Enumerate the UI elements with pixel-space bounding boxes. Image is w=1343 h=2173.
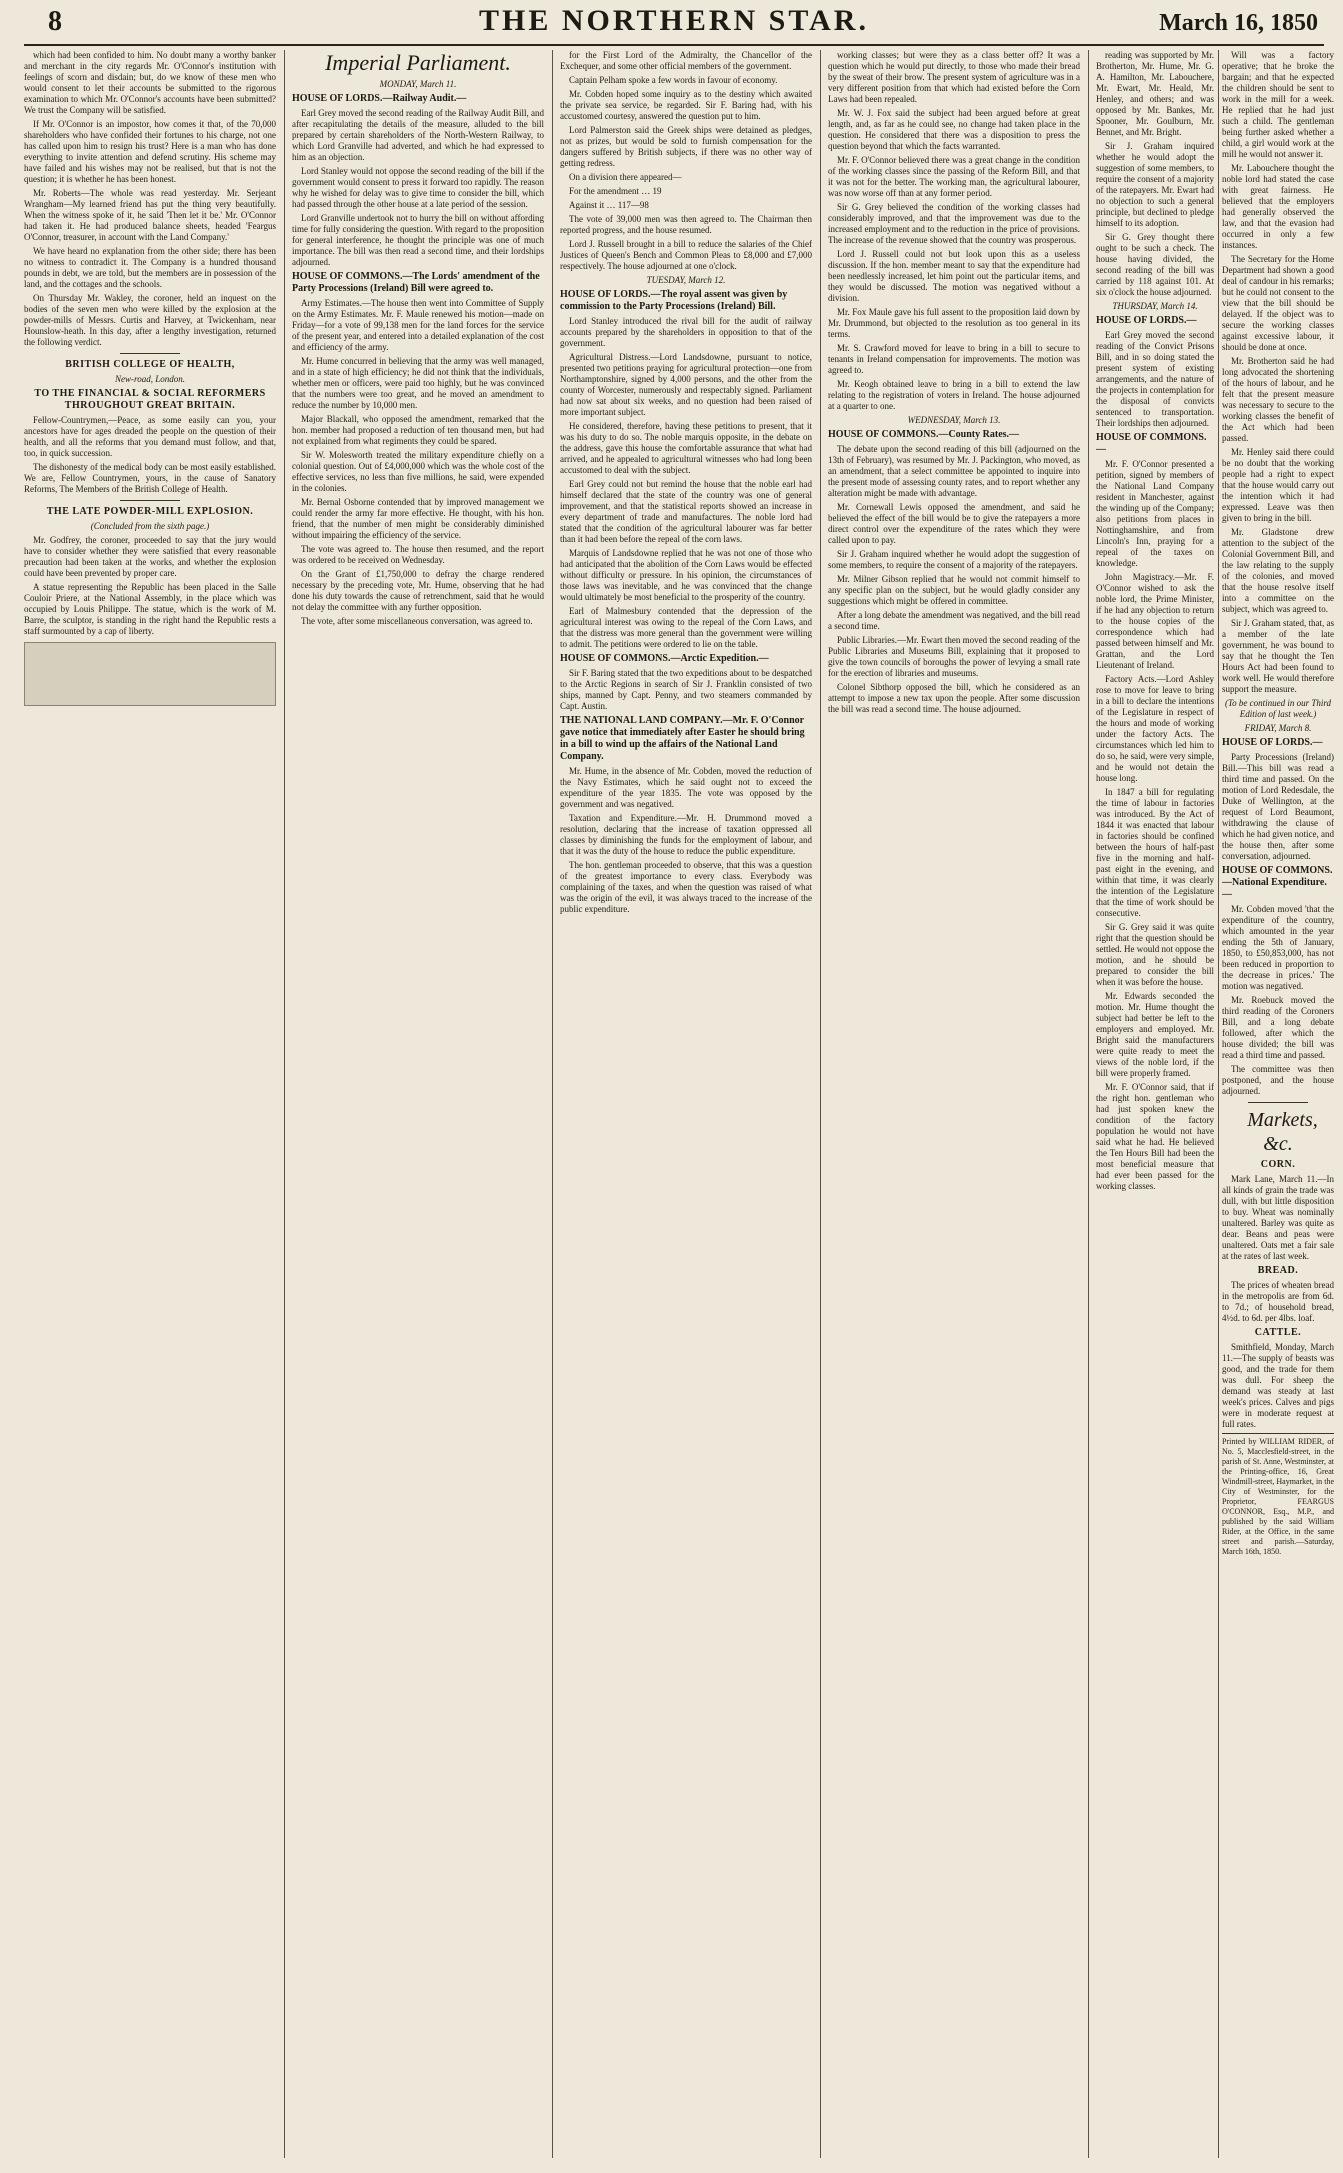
column-rule — [284, 50, 285, 2158]
article-paragraph: Mr. Gladstone drew attention to the subject of the Colonial Government Bill, and the law relating to the supply of the colonies, and moved that the house resolve itself into a committee on the subject, which was agreed to. — [1222, 527, 1334, 614]
date-line: WEDNESDAY, March 13. — [907, 415, 1001, 425]
division-title: On a division there appeared— — [569, 172, 682, 182]
article-paragraph: After a long debate the amendment was negatived, and the bill read a second time. — [828, 610, 1080, 631]
article-paragraph: Sir J. Graham stated, that, as a member of the late government, he was bound to say that he thought the Ten Hours Act had been found to work well. He would therefore support the measure. — [1222, 618, 1334, 694]
article-paragraph: Earl Grey could not but remind the house that the noble earl had himself declared that the state of the country was one of general improvement, and that the statistical reports showed an increase in every department of trade and manufactures. The noble lord had stated that the condition of the agricultural labourer was far better than it had been before the repeal of the corn laws. — [560, 479, 812, 544]
article-paragraph: A statue representing the Republic has been placed in the Salle Couloir Priere, at the National Assembly, in the place which was occupied by Louis Philippe. The statue, which is the work of M. Barre, the sculptor, is standing in the right hand the Republic rests a staff surmounted by a cap of liberty. — [24, 582, 276, 636]
article-paragraph: Colonel Sibthorp opposed the bill, which he considered as an attempt to impose a new tax upon the people. After some discussion the bill was read a second time. The house adjourned. — [828, 682, 1080, 714]
article-paragraph: Mr. Hume concurred in believing that the army was well managed, and in a state of high efficiency; he did not think that the individuals, whether men or officers, were paid too highly, but he was convinced that the numbers were too great, and he moved an amendment to reduce the number by 10,000 men. — [292, 356, 544, 410]
article-paragraph: Mr. F. O'Connor said, that if the right hon. gentleman who had just spoken knew the condition of the factory population he would not have said what he had. He believed the Ten Hours Bill had been the most beneficial measure that had ever been passed for the working classes. — [1096, 1082, 1214, 1191]
article-paragraph: The hon. gentleman proceeded to observe, that this was a question of the greatest importance to every class. Everybody was complaining of the taxes, and when the question was raised of what was the origin of the evil, it was always traced to the increase of the public expenditure. — [560, 860, 812, 914]
column-2 — [292, 50, 544, 2158]
section-heading-college: BRITISH COLLEGE OF HEALTH, — [65, 359, 235, 370]
article-paragraph: Lord Stanley would not oppose the second reading of the bill if the government would consent to press it forward too rapidly. The reason why he wished for delay was to give time to consider the bill, which had passed through the other house at a late period of the session. — [292, 166, 544, 209]
article-paragraph: Mr. Labouchere thought the noble lord had stated the case with great fairness. He believed that the employers had generally observed the law, and that the evasion had occurred in only a few instances. — [1222, 163, 1334, 250]
column-6 — [1222, 50, 1334, 2158]
section-heading-parliament: Imperial Parliament. — [325, 50, 511, 75]
article-paragraph: Mr. Hume, in the absence of Mr. Cobden, moved the reduction of the Navy Estimates, which he said ought not to exceed the expenditure of the year 1835. The vote was opposed by the government and was negatived. — [560, 766, 812, 809]
article-paragraph: Factory Acts.—Lord Ashley rose to move for leave to bring in a bill to declare the intentions of the Legislature in respect of the hours and mode of working under the factory Acts. The circumstances which led him to do so, he said, were very simple, and he would not detain the house long. — [1096, 674, 1214, 783]
article-paragraph: reading was supported by Mr. Brotherton, Mr. Hume, Mr. G. A. Hamilton, Mr. Labouchere, Mr. Ewart, Mr. Heald, Mr. Henley, and others; and was opposed by Mr. Bankes, Mr. Spooner, Mr. Goulburn, Mr. Bennet, and Mr. Bright. — [1096, 50, 1214, 137]
article-paragraph: Mr. Keogh obtained leave to bring in a bill to extend the law relating to the registration of voters in Ireland. The house adjourned at a quarter to one. — [828, 379, 1080, 411]
article-paragraph: The vote, after some miscellaneous conversation, was agreed to. — [301, 616, 533, 626]
article-paragraph: We have heard no explanation from the other side; there has been no witness to contradict it. The Company is a hundred thousand pounds in debt, we are told, but the members are in possession of the land, and the cottages and the schools. — [24, 246, 276, 289]
article-paragraph: Mr. Roberts—The whole was read yesterday. Mr. Serjeant Wrangham—My learned friend has put the thing very beautifully. When the witness spoke of it, he said 'Then let it be.' Mr. O'Connor had taken it. He had produced balance sheets, headed 'Feargus O'Connor, treasurer, in account with the Land Company.' — [24, 188, 276, 242]
article-paragraph: On the Grant of £1,750,000 to defray the charge rendered necessary by the preceding vote, Mr. Hume, observing that he had done his duty towards the cause of retrenchment, said that he would not delay the committee with any further opposition. — [292, 569, 544, 612]
article-paragraph: The Secretary for the Home Department had shown a good deal of candour in his remarks; but he could not consent to the view that the bill should be delayed. If the object was to secure the working classes against excessive labour, it should be done at once. — [1222, 254, 1334, 352]
article-paragraph: Marquis of Landsdowne replied that he was not one of those who had anticipated that the abolition of the Corn Laws would be effected without difficulty or pressure. In his opinion, the circumstances of those laws was inevitable, and he was convinced that the change would ultimately be most beneficial to the prosperity of the country. — [560, 548, 812, 602]
article-paragraph: Party Processions (Ireland) Bill.—This bill was read a third time and passed. On the motion of Lord Redesdale, the Duke of Wellington, at the request of Lord Beaumont, withdrawing the clause of which he had given notice, and the house then, after some conversation, adjourned. — [1222, 752, 1334, 861]
house-heading: HOUSE OF COMMONS.—The Lords' amendment of the Party Processions (Ireland) Bill were agreed to. — [292, 271, 540, 294]
article-paragraph: The vote of 39,000 men was then agreed to. The Chairman then reported progress, and the house resumed. — [560, 214, 812, 235]
article-paragraph: The vote was agreed to. The house then resumed, and the report was ordered to be received on Wednesday. — [292, 544, 544, 565]
article-paragraph: Mr. F. O'Connor presented a petition, signed by members of the National Land Company resident in Manchester, against the winding up of the Company; also petitions from places in Nottinghamshire, and from Lincoln's Inn, praying for a repeal of the taxes on knowledge. — [1096, 459, 1214, 568]
house-heading: HOUSE OF LORDS.—The royal assent was given by commission to the Party Processions (Ireland) Bill. — [560, 289, 788, 312]
article-paragraph: Lord J. Russell brought in a bill to reduce the salaries of the Chief Justices of Queen's Bench and Common Pleas to £8,000 and £7,000 respectively. The house adjourned at one o'clock. — [560, 239, 812, 271]
article-paragraph: Earl Grey moved the second reading of the Railway Audit Bill, and after recapitulating the details of the measure, alluded to the bill prepared by certain shareholders of the North-Western Railway, to which Lord Granville had adverted, and which he had expressed to him as an objection. — [292, 108, 544, 162]
article-paragraph: The dishonesty of the medical body can be most easily established. We are, Fellow Countrymen, yours, in the cause of Sanatory Reforms, The Members of the British College of Health. — [24, 462, 276, 494]
markets-heading: Markets, &c. — [1247, 1109, 1318, 1155]
date-line: THURSDAY, March 14. — [1112, 301, 1198, 311]
column-5 — [1096, 50, 1214, 2158]
column-rule — [552, 50, 553, 2158]
article-paragraph: Mr. Cobden hoped some inquiry as to the destiny which awaited the private sea service, be regarded. Sir F. Baring had, with his accustomed courtesy, answered the question put to him. — [560, 89, 812, 121]
article-paragraph: Mr. W. J. Fox said the subject had been argued before at great length, and, as far as he could see, no change had taken place in the question. He considered that there was a disposition to press the question beyond that which the facts warranted. — [828, 108, 1080, 151]
section-heading-explosion: THE LATE POWDER-MILL EXPLOSION. — [46, 506, 254, 517]
article-paragraph: Sir W. Molesworth treated the military expenditure chiefly on a colonial question. Out of £4,000,000 which was the whole cost of the effective services, no less than five millions, he said, were expended in the colonies. — [292, 450, 544, 493]
article-paragraph: Mark Lane, March 11.—In all kinds of grain the trade was dull, with but little disposition to buy. Wheat was nominally unaltered. Barley was quite as dear. Beans and peas were unaltered. Oats met a fair sale at the rates of last week. — [1222, 1174, 1334, 1261]
article-paragraph: Mr. Cornewall Lewis opposed the amendment, and said he believed the effect of the bill would be to give the ratepayers a more direct control over the expenditure of the rates which they were called upon to pay. — [828, 502, 1080, 545]
page-number: 8 — [48, 6, 62, 37]
article-paragraph: Fellow-Countrymen,—Peace, as some easily can you, your ancestors have for ages dreaded the people on the question of their health, and all the reforms that you demand must follow, and that, too, in quick succession. — [24, 415, 276, 458]
article-paragraph: Earl Grey moved the second reading of the Convict Prisons Bill, and in so doing stated the present system of existing arrangements, and the nature of the projects in contemplation for the disposal of convicts sentenced to transportation. Their lordships then adjourned. — [1096, 330, 1214, 428]
article-paragraph: John Magistracy.—Mr. F. O'Connor wished to ask the noble lord, the Prime Minister, if he had any objection to return to the house copies of the correspondence which had passed between himself and Mr. Grattan, and the Lord Lieutenant of Ireland. — [1096, 572, 1214, 670]
date-line: MONDAY, March 11. — [379, 79, 457, 89]
column-4 — [828, 50, 1080, 2158]
article-paragraph: Agricultural Distress.—Lord Landsdowne, pursuant to notice, presented two petitions praying for agricultural protection—one from Northamptonshire, signed by 4,000 persons, and the other from the county of Worcester, numerously and respectably signed. Parliament had now sat about six weeks, and no question had been raised of more important subject. — [560, 352, 812, 417]
bread-heading: BREAD. — [1257, 1265, 1299, 1276]
article-paragraph: Mr. Fox Maule gave his full assent to the proposition laid down by Mr. Drummond, but objected to the resolution as too general in its terms. — [828, 307, 1080, 339]
house-heading: HOUSE OF COMMONS.—National Expenditure.— — [1222, 865, 1333, 900]
article-paragraph: Sir J. Graham inquired whether he would adopt the suggestion of some members, to require the consent of a majority of the ratepayers. Mr. Ewart had no objection to such a general principle, but declined to pledge himself to its adoption. — [1096, 141, 1214, 228]
article-paragraph: Mr. S. Crawford moved for leave to bring in a bill to secure to tenants in Ireland compensation for improvements. The motion was agreed to. — [828, 343, 1080, 375]
article-paragraph: Lord Stanley introduced the rival bill for the audit of railway accounts prepared by the shareholders in opposition to that of the government. — [560, 316, 812, 348]
article-paragraph: which had been confided to him. No doubt many a worthy banker and merchant in the city regards Mr. O'Connor's institution with feelings of scorn and disdain; but, do we know of these men who would consent to let their accounts be submitted to the rigorous examination to which Mr. O'Connor's accounts have been submitted? We trust the Company will be satisfied. — [24, 50, 276, 115]
column-rule — [1088, 50, 1089, 2158]
column-rule — [1218, 50, 1219, 2158]
article-paragraph: Sir G. Grey believed the condition of the working classes had considerably improved, and that the improvement was due to the increased employment and to the reduction in the price of provisions. The increase of the revenue showed that the country was prosperous. — [828, 202, 1080, 245]
article-paragraph: Public Libraries.—Mr. Ewart then moved the second reading of the Public Libraries and Museums Bill, explaining that it proposed to give the town councils of boroughs the power of levying a small rate for the erection of libraries and museums. — [828, 635, 1080, 678]
article-paragraph: Captain Pelham spoke a few words in favour of economy. — [569, 75, 778, 85]
article-paragraph: Sir G. Grey thought there ought to be such a check. The house having divided, the second reading of the bill was carried by 118 against 101. At six o'clock the house adjourned. — [1096, 232, 1214, 297]
paper-title: THE NORTHERN STAR. — [479, 4, 869, 37]
article-paragraph: Smithfield, Monday, March 11.—The supply of beasts was good, and the trade for them was dull. For sheep the demand was steady at last week's prices. Calves and pigs were in moderate request at full rates. — [1222, 1342, 1334, 1429]
article-paragraph: Lord J. Russell could not but look upon this as a useless discussion. If the hon. member meant to say that the expenditure had been needlessly increased, let him point out the particular items, and they would be discussed. The motion was negatived without a division. — [828, 249, 1080, 303]
section-heading-reformers: TO THE FINANCIAL & SOCIAL REFORMERS THROUGHOUT GREAT BRITAIN. — [34, 388, 266, 411]
column-1 — [24, 50, 276, 2158]
article-paragraph: On Thursday Mr. Wakley, the coroner, held an inquest on the bodies of the seven men who were killed by the explosion at the powder-mills of Messrs. Curtis and Harvey, at Twickenham, near Hounslow-heath. In this day, after a lengthy investigation, returned the following verdict. — [24, 293, 276, 347]
cattle-heading: CATTLE. — [1254, 1327, 1302, 1338]
date-line: FRIDAY, March 8. — [1244, 723, 1312, 733]
article-paragraph: Mr. Edwards seconded the motion. Mr. Hume thought the subject had better be left to the employers and employed. Mr. Bright said the manufacturers were quite ready to meet the views of the noble lord, if the bill were properly framed. — [1096, 991, 1214, 1078]
article-paragraph: Mr. Cobden moved 'that the expenditure of the country, which amounted in the year ending the 5th of January, 1850, to £50,853,000, has not been reduced in proportion to the decrease in prices.' The motion was negatived. — [1222, 904, 1334, 991]
statue-engraving — [24, 642, 276, 706]
house-heading: HOUSE OF LORDS.— — [1222, 737, 1323, 748]
article-paragraph: Lord Palmerston said the Greek ships were detained as pledges, not as prizes, but would be sold to furnish compensation for the dangers suffered by British subjects, if there was no other way of getting redress. — [560, 125, 812, 168]
article-paragraph: If Mr. O'Connor is an impostor, how comes it that, of the 70,000 shareholders who have confided their fortunes to his charge, not one has called upon him to resign his trust? Here is a man who has done everything to invite attention and defend scrutiny. His scheme may have failed and his wishes may not be realised, but that is not the question; it is whether he has been honest. — [24, 119, 276, 184]
article-paragraph: Mr. Milner Gibson replied that he would not commit himself to any specific plan on the subject, but he would gladly consider any suggestions which might be offered in committee. — [828, 574, 1080, 606]
corn-heading: CORN. — [1260, 1159, 1296, 1170]
article-paragraph: He considered, therefore, having these petitions to present, that it was his duty to do so. The noble marquis opposite, in the debate on the address, gave this house the comfortable assurance that what had arrived, and he appealed to agricultural witnesses who had long been accustomed to deal with the subject. — [560, 421, 812, 475]
article-paragraph: for the First Lord of the Admiralty, the Chancellor of the Exchequer, and some other official members of the government. — [560, 50, 812, 71]
division-against: Against it … 117—98 — [569, 200, 649, 210]
article-paragraph: The committee was then postponed, and the house adjourned. — [1222, 1064, 1334, 1096]
article-paragraph: Mr. Bernal Osborne contended that by improved management we could render the army far more effective. He thought, with his hon. friend, that the number of men might be considerably diminished without impairing the efficiency of the service. — [292, 497, 544, 540]
article-paragraph: Army Estimates.—The house then went into Committee of Supply on the Army Estimates. Mr. F. Maule renewed his motion—made on Friday—for a vote of 99,138 men for the land forces for the service of the present year, and entered into a detailed explanation of the cost and efficiency of the army. — [292, 298, 544, 352]
masthead — [24, 4, 1324, 46]
date-line: TUESDAY, March 12. — [646, 275, 726, 285]
column-rule — [820, 50, 821, 2158]
article-paragraph: Will was a factory operative; that he broke the bargain; and that he expected the children should be sent to work in the mill for a week. He replied that he had just such a child. The gentleman being further asked whether a child, a girl would work at the mill he would not answer it. — [1222, 50, 1334, 159]
article-paragraph: Earl of Malmesbury contended that the depression of the agricultural interest was owing to the repeal of the Corn Laws, and that the distress was more general than the government were willing to admit. The petitions were ordered to lie on the table. — [560, 606, 812, 649]
section-divider — [120, 353, 180, 354]
article-paragraph: Mr. F. O'Connor believed there was a great change in the condition of the working classes since the passing of the Reform Bill, and that it was not for the better. The working man, the agricultural labourer, was now worse off than at any former period. — [828, 155, 1080, 198]
continuation-note: (To be continued in our Third Edition of last week.) — [1224, 698, 1332, 719]
section-subheading: New-road, London. — [115, 374, 185, 384]
article-paragraph: Mr. Brotherton said he had long advocated the shortening of the hours of labour, and he felt that the present measure was necessary to secure to the working classes the benefit of the Act which had been passed. — [1222, 356, 1334, 443]
article-paragraph: The prices of wheaten bread in the metropolis are from 6d. to 7d.; of household bread, 4½d. to 6d. per 4lbs. loaf. — [1222, 1280, 1334, 1323]
division-for: For the amendment … 19 — [569, 186, 662, 196]
column-3 — [560, 50, 812, 2158]
article-paragraph: Lord Granville undertook not to hurry the bill on without affording time for fully considering the question. With regard to the proposition for general interference, he thought the principle was one of much importance. The bill was then read a second time, and their lordships adjourned. — [292, 213, 544, 267]
section-divider — [1248, 1102, 1308, 1103]
printer-imprint: Printed by WILLIAM RIDER, of No. 5, Macclesfield-street, in the parish of St. Anne, Westminster, at the Printing-office, 16, Great Windmill-street, Haymarket, in the City of Westminster, for the Proprietor, FEARGUS O'CONNOR, Esq., M.P., and published by the said William Rider, at the Office, in the same street and parish.—Saturday, March 16th, 1850. — [1222, 1433, 1334, 1557]
article-paragraph: Sir G. Grey said it was quite right that the question should be settled. He would not oppose the motion, and he should be prepared to consider the bill when it was before the house. — [1096, 922, 1214, 987]
article-paragraph: Mr. Roebuck moved the third reading of the Coroners Bill, and a long debate followed, after which the house divided; the bill was read a third time and passed. — [1222, 995, 1334, 1060]
article-paragraph: Sir F. Baring stated that the two expeditions about to be despatched to the Arctic Regions in search of Sir J. Franklin consisted of two ships, manned by Capt. Penny, and two steamers commanded by Capt. Austin. — [560, 668, 812, 711]
article-paragraph: Sir J. Graham inquired whether he would adopt the suggestion of some members, to require the consent of a majority of the ratepayers. — [828, 549, 1080, 570]
house-heading: HOUSE OF COMMONS.—County Rates.— — [828, 429, 1020, 440]
house-heading: HOUSE OF LORDS.—Railway Audit.— — [292, 93, 467, 104]
article-paragraph: In 1847 a bill for regulating the time of labour in factories was introduced. By the Act of 1844 it was enacted that labour in factories should be confined between the hours of half-past five in the morning and half-past eight in the evening, and within that time, it was clearly the intention of the Legislature that the time of work should be consecutive. — [1096, 787, 1214, 918]
house-heading: HOUSE OF LORDS.— — [1096, 315, 1197, 326]
house-heading: HOUSE OF COMMONS.—Arctic Expedition.— — [560, 653, 769, 664]
house-heading: HOUSE OF COMMONS.— — [1096, 432, 1207, 455]
section-divider — [120, 500, 180, 501]
section-subheading: (Concluded from the sixth page.) — [90, 521, 210, 531]
article-paragraph: The debate upon the second reading of this bill (adjourned on the 13th of February), was resumed by Mr. J. Packington, who moved, as an amendment, that a select committee be appointed to inquire into the present mode of assessing county rates, and to report whether any alteration might be made with advantage. — [828, 444, 1080, 498]
article-paragraph: Mr. Henley said there could be no doubt that the working people had a right to expect that the house would carry out the intention which it had expressed. Leave was then given to bring in the bill. — [1222, 447, 1334, 523]
article-paragraph: working classes; but were they as a class better off? It was a question which he would put directly, to those who made their bread by the sweat of their brow. The present system of agriculture was in a very different position from that which had existed before the Corn Laws had been repealed. — [828, 50, 1080, 104]
article-paragraph: Taxation and Expenditure.—Mr. H. Drummond moved a resolution, declaring that the increase of taxation oppressed all classes by diminishing the funds for the employment of labour, and that it was the duty of the house to reduce the public expenditure. — [560, 813, 812, 856]
article-paragraph: Major Blackall, who opposed the amendment, remarked that the hon. member had proposed a reduction of ten thousand men, but had not explained from what regiments they could be spared. — [292, 414, 544, 446]
article-paragraph: Mr. Godfrey, the coroner, proceeded to say that the jury would have to consider whether they were satisfied that every reasonable precaution had been taken at the works, and whether the explosion could have been prevented by proper care. — [24, 535, 276, 578]
land-company-heading: THE NATIONAL LAND COMPANY.—Mr. F. O'Connor gave notice that immediately after Easter he should bring in a bill to wind up the affairs of the National Land Company. — [560, 715, 805, 762]
issue-date: March 16, 1850 — [1159, 10, 1318, 36]
